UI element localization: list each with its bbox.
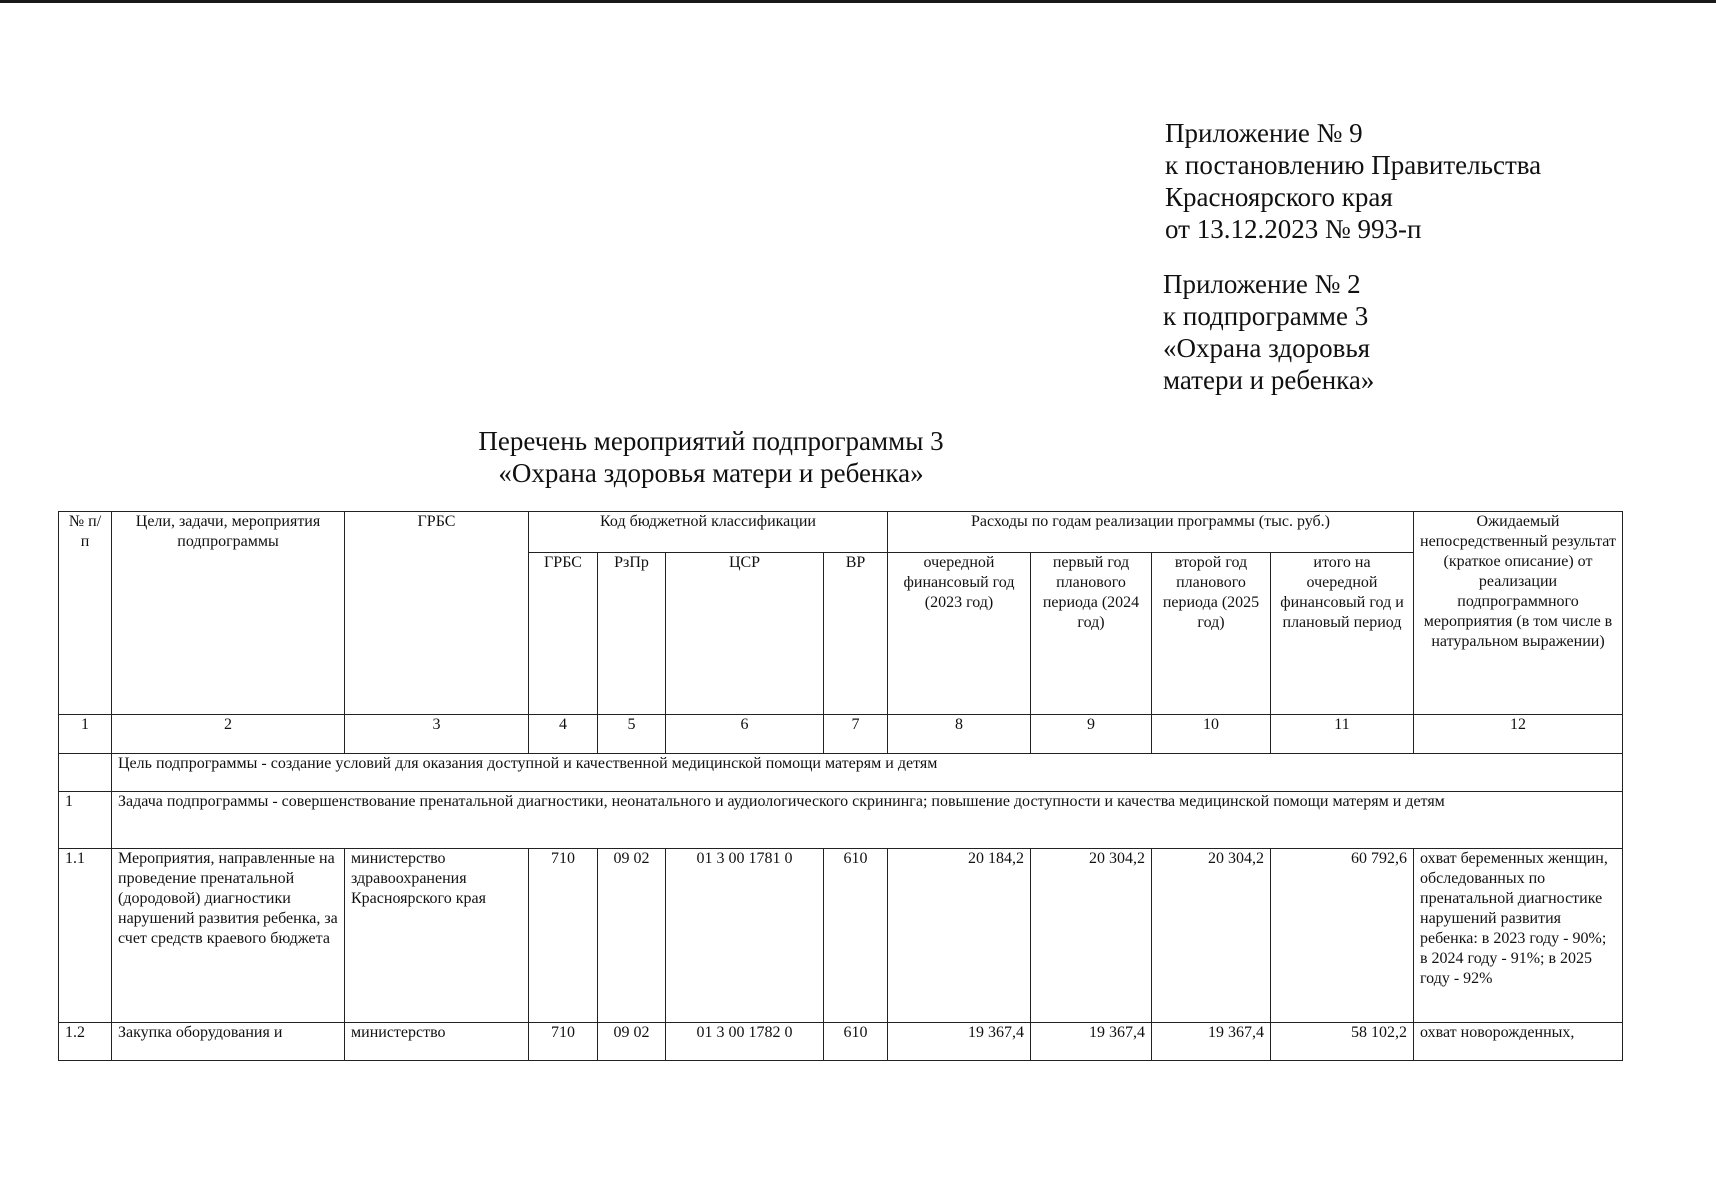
header-code-csr: ЦСР [666, 553, 824, 715]
row-y2024: 20 304,2 [1031, 849, 1152, 1023]
appendix-main-line: от 13.12.2023 № 993-п [1165, 214, 1422, 244]
column-number: 8 [888, 715, 1031, 754]
column-number: 3 [345, 715, 529, 754]
appendix-main-line: Красноярского края [1165, 182, 1393, 212]
task-row [59, 792, 1623, 849]
column-number: 12 [1414, 715, 1623, 754]
task-num: 1 [59, 792, 112, 849]
header-num: № п/п [59, 512, 112, 715]
header-code-rzpr: РзПр [598, 553, 666, 715]
row-result: охват новорожденных, [1414, 1023, 1623, 1061]
column-number: 7 [824, 715, 888, 754]
row-y2025: 20 304,2 [1152, 849, 1271, 1023]
row-rzpr: 09 02 [598, 1023, 666, 1061]
scan-edge [0, 0, 1716, 3]
appendix-main-line: к постановлению Правительства [1165, 150, 1542, 180]
row-rzpr: 09 02 [598, 849, 666, 1023]
goal-num-cell [59, 754, 112, 792]
column-number: 5 [598, 715, 666, 754]
row-grbs-name: министерство [345, 1023, 529, 1061]
appendix-main-line: Приложение № 9 [1165, 118, 1363, 148]
column-number: 11 [1271, 715, 1414, 754]
row-vr: 610 [824, 849, 888, 1023]
column-numbers-row [59, 715, 1623, 754]
document-title-line2: «Охрана здоровья матери и ребенка» [498, 458, 924, 488]
header-row-top [59, 512, 1623, 553]
header-goals: Цели, задачи, мероприятия подпрограммы [112, 512, 345, 715]
column-number: 10 [1152, 715, 1271, 754]
header-expenses: Расходы по годам реализации программы (тыс. руб.) [888, 512, 1414, 553]
header-year-second: второй год планового периода (2025 год) [1152, 553, 1271, 715]
table-row [59, 849, 1623, 1023]
table-row [59, 1023, 1623, 1061]
row-grbs: 710 [529, 849, 598, 1023]
row-y2023: 19 367,4 [888, 1023, 1031, 1061]
row-csr: 01 3 00 1781 0 [666, 849, 824, 1023]
header-year-current: очередной финансовый год (2023 год) [888, 553, 1031, 715]
row-y2023: 20 184,2 [888, 849, 1031, 1023]
column-number: 6 [666, 715, 824, 754]
row-y2025: 19 367,4 [1152, 1023, 1271, 1061]
task-text: Задача подпрограммы - совершенствование пренатальной диагностики, неонатального и аудиологического скрининга; повышение доступности и качества медицинской помощи матерям и детям [112, 792, 1623, 849]
appendix-sub-line: к подпрограмме 3 [1163, 301, 1369, 331]
row-csr: 01 3 00 1782 0 [666, 1023, 824, 1061]
appendix-main [1165, 117, 1541, 245]
header-total: итого на очередной финансовый год и плановый период [1271, 553, 1414, 715]
column-number: 1 [59, 715, 112, 754]
row-num: 1.2 [59, 1023, 112, 1061]
document-title [0, 425, 1716, 489]
header-year-first: первый год планового периода (2024 год) [1031, 553, 1152, 715]
appendix-sub-line: матери и ребенка» [1163, 365, 1375, 395]
goal-text: Цель подпрограммы - создание условий для оказания доступной и качественной медицинской помощи матерям и детям [112, 754, 1623, 792]
column-number: 9 [1031, 715, 1152, 754]
row-total: 60 792,6 [1271, 849, 1414, 1023]
header-result: Ожидаемый непосредственный результат (краткое описание) от реализации подпрограммного мероприятия (в том числе в натуральном выражении) [1414, 512, 1623, 715]
row-name: Закупка оборудования и [112, 1023, 345, 1061]
header-budget-code: Код бюджетной классификации [529, 512, 888, 553]
row-grbs-name: министерство здравоохранения Красноярского края [345, 849, 529, 1023]
row-y2024: 19 367,4 [1031, 1023, 1152, 1061]
row-result: охват беременных женщин, обследованных по пренатальной диагностике нарушений развития ребенка: в 2023 году - 90%; в 2024 году - 91%; в 2025 году - 92% [1414, 849, 1623, 1023]
row-vr: 610 [824, 1023, 888, 1061]
row-num: 1.1 [59, 849, 112, 1023]
row-grbs: 710 [529, 1023, 598, 1061]
appendix-sub-line: «Охрана здоровья [1163, 333, 1371, 363]
header-code-vr: ВР [824, 553, 888, 715]
header-grbs: ГРБС [345, 512, 529, 715]
measures-table [58, 511, 1623, 1061]
goal-row [59, 754, 1623, 792]
appendix-sub-line: Приложение № 2 [1163, 269, 1361, 299]
column-number: 4 [529, 715, 598, 754]
row-name: Мероприятия, направленные на проведение пренатальной (дородовой) диагностики нарушений развития ребенка, за счет средств краевого бюджета [112, 849, 345, 1023]
document-title-line1: Перечень мероприятий подпрограммы 3 [478, 426, 944, 456]
header-code-grbs: ГРБС [529, 553, 598, 715]
row-total: 58 102,2 [1271, 1023, 1414, 1061]
column-number: 2 [112, 715, 345, 754]
appendix-sub [1163, 268, 1374, 396]
